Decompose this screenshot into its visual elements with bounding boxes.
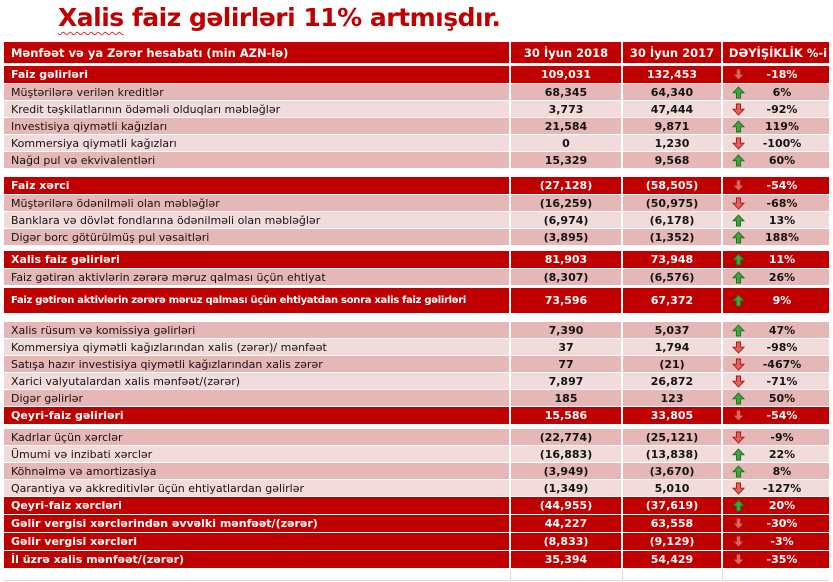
table-row	[4, 135, 829, 151]
row-label: Köhnəlmə və amortizasiya	[4, 463, 509, 479]
change-cell	[723, 251, 829, 268]
change-cell	[723, 446, 829, 462]
value-2018: 35,394	[511, 551, 621, 568]
table-row	[4, 429, 829, 445]
change-percent: 6%	[772, 85, 792, 99]
change-percent: -9%	[770, 430, 794, 444]
table-row	[4, 407, 829, 424]
value-2018: 3,773	[511, 101, 621, 117]
value-2017: 9,871	[623, 118, 721, 134]
header-col-2017: 30 İyun 2017	[623, 42, 721, 63]
change-percent: -71%	[766, 374, 798, 388]
table-row	[4, 339, 829, 355]
change-cell	[723, 66, 829, 83]
up-arrow-icon	[732, 154, 745, 167]
row-label: Kadrlar üçün xərclər	[4, 429, 509, 445]
change-cell	[723, 212, 829, 228]
down-arrow-icon	[732, 137, 745, 150]
value-2017: 26,872	[623, 373, 721, 389]
income-statement-table	[4, 42, 829, 582]
row-label: Qarantiya və akkreditivlər üçün ehtiyatlardan gəlirlər	[4, 480, 509, 496]
value-2018: 7,390	[511, 322, 621, 338]
down-arrow-icon	[732, 197, 745, 210]
up-arrow-icon	[732, 448, 745, 461]
change-percent: 8%	[772, 464, 792, 478]
value-2018	[511, 569, 621, 581]
row-label: Digər gəlirlər	[4, 390, 509, 406]
header-col-change-label: DƏYİŞİKLİK %-i	[728, 45, 828, 60]
change-percent: 119%	[765, 119, 799, 133]
change-cell	[723, 356, 829, 372]
change-cell	[723, 463, 829, 479]
table-row	[4, 101, 829, 117]
row-label: Banklara və dövlət fondlarına ödənilməli olan məbləğlər	[4, 212, 509, 228]
row-label: Müştərilərə verilən kreditlər	[4, 84, 509, 100]
change-percent: -18%	[766, 68, 798, 81]
change-percent: -3%	[770, 535, 794, 548]
row-label: Investisiya qiymətli kağızları	[4, 118, 509, 134]
change-cell	[723, 288, 829, 313]
table-row	[4, 373, 829, 389]
value-2018: 7,897	[511, 373, 621, 389]
value-2018: 73,596	[511, 288, 621, 313]
table-row	[4, 356, 829, 372]
header-col-2018: 30 İyun 2018	[511, 42, 621, 63]
up-arrow-icon	[732, 392, 745, 405]
table-row	[4, 288, 829, 313]
change-cell	[723, 533, 829, 550]
table-row	[4, 551, 829, 568]
change-cell	[723, 152, 829, 168]
value-2018: (16,259)	[511, 195, 621, 211]
value-2018: (22,774)	[511, 429, 621, 445]
down-arrow-icon	[732, 535, 745, 548]
row-label: Xarici valyutalardan xalis mənfəət/(zərər)	[4, 373, 509, 389]
title-rest: faiz gəlirləri 11% artmışdır.	[123, 3, 501, 32]
row-label: Qeyri-faiz gəlirləri	[4, 407, 509, 424]
row-label	[4, 569, 509, 581]
row-label: Digər borc götürülmüş pul vəsaitləri	[4, 229, 509, 245]
value-2018: (44,955)	[511, 497, 621, 514]
change-percent: -68%	[766, 196, 798, 210]
table-body	[4, 66, 829, 581]
change-percent: 22%	[768, 447, 796, 461]
value-2017: 5,037	[623, 322, 721, 338]
value-2018: 77	[511, 356, 621, 372]
change-percent: 188%	[765, 230, 799, 244]
change-cell	[723, 373, 829, 389]
table-row	[4, 463, 829, 479]
table-row	[4, 152, 829, 168]
row-label: Qeyri-faiz xərcləri	[4, 497, 509, 514]
value-2017: 9,568	[623, 152, 721, 168]
down-arrow-icon	[732, 553, 745, 566]
row-label: Kredit təşkilatlarının ödəməli olduqları məbləğlər	[4, 101, 509, 117]
down-arrow-icon	[732, 341, 745, 354]
value-2018: 15,329	[511, 152, 621, 168]
change-cell	[723, 515, 829, 532]
value-2017: 1,794	[623, 339, 721, 355]
value-2018: (16,883)	[511, 446, 621, 462]
value-2018: (8,833)	[511, 533, 621, 550]
change-percent: 50%	[768, 391, 796, 405]
table-row	[4, 497, 829, 514]
up-arrow-icon	[732, 324, 745, 337]
change-percent: 26%	[768, 270, 796, 284]
value-2018: 37	[511, 339, 621, 355]
change-percent: 13%	[768, 213, 796, 227]
row-label: Nağd pul və ekvivalentləri	[4, 152, 509, 168]
change-percent: -467%	[762, 357, 802, 371]
table-row	[4, 66, 829, 83]
up-arrow-icon	[732, 214, 745, 227]
change-cell	[723, 135, 829, 151]
up-arrow-icon	[732, 465, 745, 478]
down-arrow-icon	[732, 409, 745, 422]
value-2017: (3,670)	[623, 463, 721, 479]
value-2018: (3,949)	[511, 463, 621, 479]
table-row	[4, 480, 829, 496]
change-cell	[723, 84, 829, 100]
change-cell	[723, 229, 829, 245]
up-arrow-icon	[732, 499, 745, 512]
row-label: Faiz gətirən aktivlərin zərərə məruz qalması üçün ehtiyat	[4, 269, 509, 285]
change-cell	[723, 177, 829, 194]
value-2018: 68,345	[511, 84, 621, 100]
value-2017: 33,805	[623, 407, 721, 424]
row-label: Müştərilərə ödənilməli olan məbləğlər	[4, 195, 509, 211]
value-2017: 1,230	[623, 135, 721, 151]
change-cell	[723, 497, 829, 514]
down-arrow-icon	[732, 358, 745, 371]
value-2017: 123	[623, 390, 721, 406]
up-arrow-icon	[732, 271, 745, 284]
title-underlined-word: Xalis	[58, 3, 124, 32]
down-arrow-icon	[732, 103, 745, 116]
value-2017: (37,619)	[623, 497, 721, 514]
change-cell	[723, 322, 829, 338]
row-label: Kommersiya qiymətli kağızları	[4, 135, 509, 151]
change-percent: -54%	[766, 409, 798, 422]
value-2017: (50,975)	[623, 195, 721, 211]
table-row	[4, 177, 829, 194]
value-2017: 63,558	[623, 515, 721, 532]
table-row	[4, 229, 829, 245]
change-percent: -98%	[766, 340, 798, 354]
row-label: İl üzrə xalis mənfəət/(zərər)	[4, 551, 509, 568]
table-row	[4, 390, 829, 406]
table-header-row	[4, 42, 829, 63]
up-arrow-icon	[732, 253, 745, 266]
table-row	[4, 446, 829, 462]
change-cell	[723, 390, 829, 406]
row-label: Kommersiya qiymətli kağızlarından xalis (zərər)/ mənfəət	[4, 339, 509, 355]
change-cell	[723, 480, 829, 496]
value-2017: 67,372	[623, 288, 721, 313]
value-2018: 15,586	[511, 407, 621, 424]
value-2018: (1,349)	[511, 480, 621, 496]
up-arrow-icon	[732, 294, 745, 307]
change-percent: -92%	[766, 102, 798, 116]
row-label: Satışa hazır investisiya qiymətli kağızlarından xalis zərər	[4, 356, 509, 372]
value-2017: (6,576)	[623, 269, 721, 285]
change-cell	[723, 118, 829, 134]
value-2017: (58,505)	[623, 177, 721, 194]
table-row	[4, 212, 829, 228]
table-row	[4, 84, 829, 100]
value-2018: 0	[511, 135, 621, 151]
change-percent: -100%	[762, 136, 802, 150]
change-cell	[723, 269, 829, 285]
value-2018: 109,031	[511, 66, 621, 83]
value-2017: (25,121)	[623, 429, 721, 445]
row-label: Xalis rüsum və komissiya gəlirləri	[4, 322, 509, 338]
change-cell	[723, 339, 829, 355]
table-row	[4, 533, 829, 550]
value-2018: (6,974)	[511, 212, 621, 228]
value-2017	[623, 569, 721, 581]
value-2017: 73,948	[623, 251, 721, 268]
change-cell	[723, 407, 829, 424]
change-cell	[723, 569, 829, 581]
change-percent: -35%	[766, 553, 798, 566]
value-2018: 185	[511, 390, 621, 406]
change-percent: 20%	[768, 499, 796, 512]
row-label: Faiz gəlirləri	[4, 66, 509, 83]
down-arrow-icon	[732, 375, 745, 388]
value-2017: (6,178)	[623, 212, 721, 228]
value-2017: 47,444	[623, 101, 721, 117]
value-2017: 132,453	[623, 66, 721, 83]
value-2018: (8,307)	[511, 269, 621, 285]
down-arrow-icon	[732, 517, 745, 530]
header-col-change	[723, 42, 829, 63]
change-cell	[723, 101, 829, 117]
change-percent: 47%	[768, 323, 796, 337]
page-title	[58, 3, 500, 32]
value-2018: 81,903	[511, 251, 621, 268]
down-arrow-icon	[732, 68, 745, 81]
value-2017: 64,340	[623, 84, 721, 100]
table-row	[4, 569, 829, 581]
table-row	[4, 322, 829, 338]
value-2018: 21,584	[511, 118, 621, 134]
change-percent: 11%	[768, 253, 796, 266]
down-arrow-icon	[732, 482, 745, 495]
change-cell	[723, 195, 829, 211]
up-arrow-icon	[732, 120, 745, 133]
value-2018: (27,128)	[511, 177, 621, 194]
value-2017: (1,352)	[623, 229, 721, 245]
row-label: Faiz xərci	[4, 177, 509, 194]
up-arrow-icon	[732, 86, 745, 99]
change-percent: 60%	[768, 153, 796, 167]
table-row	[4, 195, 829, 211]
table-row	[4, 251, 829, 268]
row-label: Gəlir vergisi xərclərindən əvvəlki mənfəət/(zərər)	[4, 515, 509, 532]
change-cell	[723, 429, 829, 445]
value-2017: 54,429	[623, 551, 721, 568]
value-2017: (9,129)	[623, 533, 721, 550]
row-label: Faiz gətirən aktivlərin zərərə məruz qalması üçün ehtiyatdan sonra xalis faiz gəlirləri	[4, 288, 509, 313]
change-cell	[723, 551, 829, 568]
change-percent: -127%	[762, 481, 802, 495]
row-label: Xalis faiz gəlirləri	[4, 251, 509, 268]
change-percent: -30%	[766, 517, 798, 530]
value-2017: (13,838)	[623, 446, 721, 462]
value-2018: 44,227	[511, 515, 621, 532]
header-label: Mənfəət və ya Zərər hesabatı (min AZN-lə)	[4, 42, 509, 63]
value-2017: (21)	[623, 356, 721, 372]
value-2018: (3,895)	[511, 229, 621, 245]
change-percent: -54%	[766, 179, 798, 192]
value-2017: 5,010	[623, 480, 721, 496]
down-arrow-icon	[732, 431, 745, 444]
table-row	[4, 118, 829, 134]
down-arrow-icon	[732, 179, 745, 192]
change-percent: 9%	[772, 294, 792, 307]
row-label: Gəlir vergisi xərcləri	[4, 533, 509, 550]
table-row	[4, 515, 829, 532]
table-row	[4, 269, 829, 285]
up-arrow-icon	[732, 231, 745, 244]
row-label: Ümumi və inzibati xərclər	[4, 446, 509, 462]
